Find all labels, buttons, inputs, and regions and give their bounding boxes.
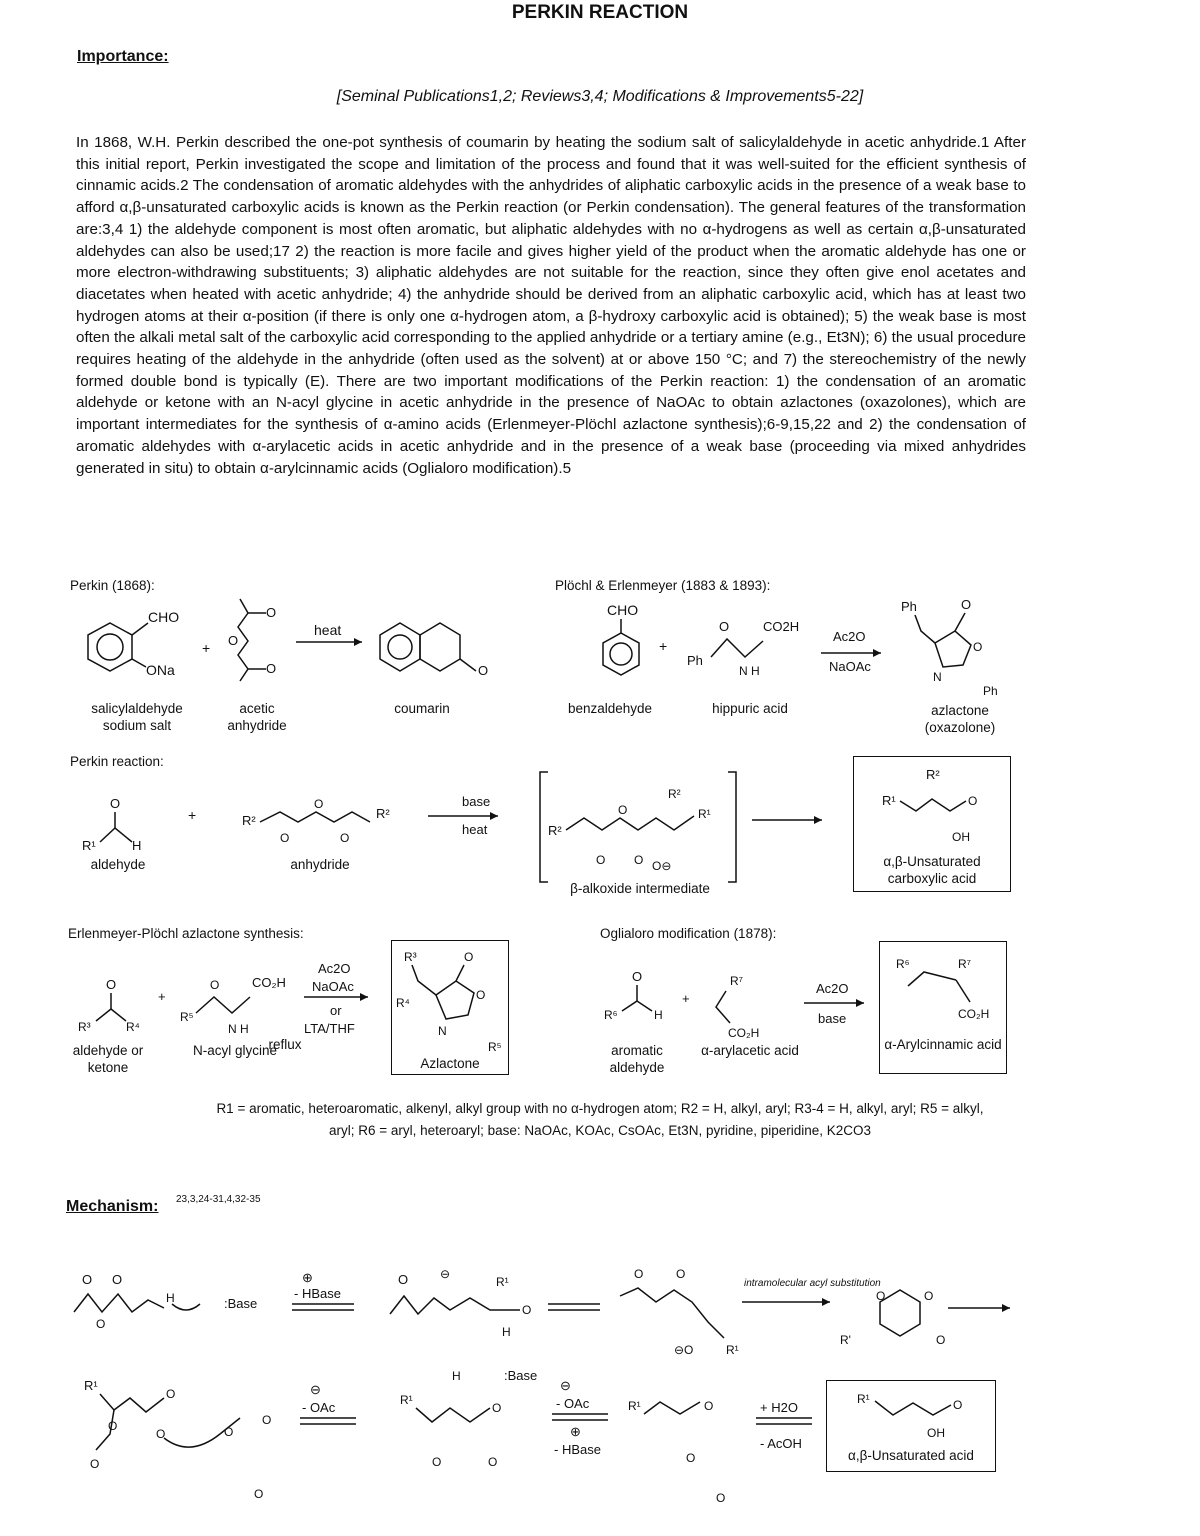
svg-text:O⊖: O⊖ xyxy=(652,859,672,873)
svg-text:O: O xyxy=(266,605,277,620)
plochl-naoac: NaOAc xyxy=(829,659,871,674)
svg-text:R⁶: R⁶ xyxy=(604,1008,618,1022)
publications-line: [Seminal Publications1,2; Reviews3,4; Modifications & Improvements5-22] xyxy=(336,88,864,105)
svg-text:O: O xyxy=(634,1267,644,1281)
svg-text:R⁵: R⁵ xyxy=(488,1040,502,1051)
perkin-reaction-heading: Perkin reaction: xyxy=(70,754,164,769)
perkin-sm2: anhydride xyxy=(290,857,350,872)
svg-text:CO₂H: CO₂H xyxy=(252,975,286,990)
plochl-heading: Plöchl & Erlenmeyer (1883 & 1893): xyxy=(555,578,771,593)
svg-text:O: O xyxy=(82,1272,93,1287)
cho-label: CHO xyxy=(148,609,180,625)
oglialoro-heading: Oglialoro modification (1878): xyxy=(600,926,777,941)
svg-text:⊖: ⊖ xyxy=(560,1378,571,1393)
svg-text:O: O xyxy=(492,1401,502,1415)
svg-text:O: O xyxy=(106,977,117,992)
svg-text:H: H xyxy=(132,838,142,853)
erlenmeyer-sm1: aldehyde or ketone xyxy=(72,1043,144,1075)
svg-text:CO₂H: CO₂H xyxy=(958,1007,990,1021)
substituent-definitions xyxy=(80,1098,1120,1142)
perkin1868-sm1: salicylaldehyde sodium salt xyxy=(91,701,183,733)
svg-text:Ph: Ph xyxy=(983,684,998,695)
ogl-base: base xyxy=(818,1011,847,1026)
svg-text:R¹: R¹ xyxy=(82,838,96,853)
svg-text:N: N xyxy=(933,670,942,684)
svg-text:O: O xyxy=(618,803,628,817)
erlenmeyer-product: Azlactone xyxy=(420,1056,480,1071)
svg-text:O: O xyxy=(228,633,239,648)
erlenmeyer-heading: Erlenmeyer-Plöchl azlactone synthesis: xyxy=(68,926,304,941)
svg-text:R¹: R¹ xyxy=(882,793,896,808)
svg-text:O: O xyxy=(676,1267,686,1281)
plochl-product: azlactone (oxazolone) xyxy=(924,703,996,735)
svg-text:H: H xyxy=(654,1008,663,1022)
oglialoro-scheme xyxy=(598,945,878,1045)
perkin-base: base xyxy=(462,794,491,809)
svg-text:+: + xyxy=(158,989,166,1004)
svg-text:O: O xyxy=(166,1387,176,1401)
svg-text:O: O xyxy=(596,853,606,867)
svg-text:R¹: R¹ xyxy=(857,1392,870,1406)
svg-text:O: O xyxy=(112,1272,123,1287)
ogl-ac2o: Ac2O xyxy=(816,981,849,996)
svg-text:O: O xyxy=(478,663,489,678)
mech-base-1: :Base xyxy=(224,1296,258,1311)
svg-text:O: O xyxy=(266,661,277,676)
svg-text:O: O xyxy=(340,831,350,845)
svg-text:O: O xyxy=(464,950,474,964)
heat-label: heat xyxy=(314,622,342,638)
erlenmeyer-sm2: N-acyl glycine xyxy=(192,1043,278,1058)
mechanism-refs: 23,3,24-31,4,32-35 xyxy=(176,1194,261,1205)
perkin1868-scheme xyxy=(70,595,510,695)
svg-text:O: O xyxy=(936,1333,946,1347)
svg-text:R⁷: R⁷ xyxy=(730,974,744,988)
mechanism-product: α,β-Unsaturated acid xyxy=(848,1448,974,1463)
svg-text:O: O xyxy=(224,1425,234,1439)
mech-step5-top: + H2O xyxy=(760,1400,798,1415)
perkin1868-product: coumarin xyxy=(394,701,450,716)
erl-r1: Ac2O xyxy=(318,961,351,976)
ona-label: ONa xyxy=(146,662,175,678)
svg-text:⊖: ⊖ xyxy=(440,1267,451,1281)
svg-text:O: O xyxy=(876,1289,886,1303)
svg-text:O: O xyxy=(716,1491,726,1505)
svg-text:R²: R² xyxy=(376,806,390,821)
perkin-product-box xyxy=(853,756,1011,892)
erl-r3: or xyxy=(330,1003,342,1018)
svg-text:R¹: R¹ xyxy=(698,807,711,821)
plochl-cho: CHO xyxy=(607,602,639,618)
svg-text:O: O xyxy=(632,969,643,984)
svg-text:R': R' xyxy=(840,1333,851,1347)
svg-text:Ph: Ph xyxy=(901,599,917,614)
svg-text:R¹: R¹ xyxy=(628,1399,641,1413)
erlenmeyer-product-box xyxy=(391,940,509,1075)
perkin-sm1: aldehyde xyxy=(90,857,146,872)
svg-text:O: O xyxy=(254,1487,264,1501)
mech-step2: intramolecular acyl substitution xyxy=(744,1278,881,1289)
mech-step5-bottom: - AcOH xyxy=(760,1436,802,1451)
svg-text:O: O xyxy=(719,619,730,634)
svg-text:O: O xyxy=(686,1451,696,1465)
page-title: PERKIN REACTION xyxy=(511,2,689,23)
erl-r2: NaOAc xyxy=(312,979,354,994)
svg-text:O: O xyxy=(704,1399,714,1413)
svg-text:O: O xyxy=(108,1419,118,1433)
svg-text:O: O xyxy=(314,797,324,811)
svg-text:O: O xyxy=(90,1457,100,1471)
intro-paragraph: In 1868, W.H. Perkin described the one-pot synthesis of coumarin by heating the sodium salt of salicylaldehyde in acetic anhydride.1 After this initial report, Perkin investigated the scope and limitation of the process and found that it was well-suited for the efficient synthesis of cinnamic acids.2 The condensation of aromatic aldehydes with the anhydrides of aliphatic carboxylic acids in the presence of a weak base to afford α,β-unsaturated carboxylic acids is known as the Perkin reaction (or Perkin condensation). The general features of the transformation are:3,4 1) the aldehyde component is most often aromatic, but aliphatic aldehydes with no α-hydrogens as well as certain α,β-unsaturated aldehydes can also be used;17 2) the reaction is more facile and gives higher yield of the product when the aromatic aldehyde has one or more electron-withdrawing substituents; 3) aliphatic aldehydes are not suitable for the reaction, since they often give enol acetates and diacetates when heated with acetic anhydride; 4) the anhydride should be derived from an aliphatic carboxylic acid, which has at least two hydrogen atoms at their α-position (if there is only one α-hydrogen atom, a β-hydroxy carboxylic acid is obtained); 5) the weak base is most often the alkali metal salt of the carboxylic acid corresponding to the applied anhydride or a tertiary amine (e.g., Et3N); 6) the usual procedure requires heating of the aldehyde in the anhydride (often used as the solvent) at or above 150 °C; and 7) the stereochemistry of the newly formed double bond is typically (E). There are two important modifications of the Perkin reaction: 1) the condensation of an aromatic aldehyde or ketone with an N-acyl glycine in acetic anhydride in the presence of NaOAc to obtain azlactones (oxazolones), which are important intermediates for the synthesis of α-amino acids (Erlenmeyer-Plöchl azlactone synthesis);6-9,15,22 and 2) the condensation of aromatic aldehydes with α-arylacetic acids in acetic anhydride and in the presence of a weak base (proceeding via mixed anhydrides generated in situ) to obtain α-arylcinnamic acids (Oglialoro modification).5 xyxy=(76,134,1026,477)
definitions-line-1: R1 = aromatic, heteroaromatic, alkenyl, alkyl group with no α-hydrogen atom; R2 = H, alkyl, aryl; R3-4 = H, alkyl, aryl; R5 = alkyl, xyxy=(216,1101,984,1116)
svg-text:R²: R² xyxy=(548,823,562,838)
svg-text:R⁵: R⁵ xyxy=(180,1010,194,1024)
perkin-product: α,β-Unsaturated carboxylic acid xyxy=(883,854,981,886)
svg-text:CO₂H: CO₂H xyxy=(728,1026,760,1040)
svg-text:O: O xyxy=(96,1317,106,1331)
svg-text:O: O xyxy=(973,640,983,654)
svg-text:H: H xyxy=(452,1369,461,1383)
svg-text:R¹: R¹ xyxy=(496,1275,509,1289)
svg-text:R³: R³ xyxy=(404,950,417,964)
svg-text:OH: OH xyxy=(927,1426,945,1440)
svg-text:+: + xyxy=(202,640,211,656)
plochl-scheme xyxy=(555,595,1015,695)
svg-text:R¹: R¹ xyxy=(84,1378,98,1393)
svg-text:R²: R² xyxy=(668,787,681,801)
svg-text:R³: R³ xyxy=(78,1020,91,1034)
perkin-intermediate: β-alkoxide intermediate xyxy=(570,881,710,896)
svg-text:O: O xyxy=(398,1272,409,1287)
mech-base-2: :Base xyxy=(504,1368,538,1383)
svg-text:O: O xyxy=(156,1427,166,1441)
svg-text:R²: R² xyxy=(242,813,256,828)
svg-text:H: H xyxy=(502,1325,511,1339)
perkin1868-heading: Perkin (1868): xyxy=(70,578,155,593)
svg-text:O: O xyxy=(961,597,972,612)
oglialoro-sm1: aromatic aldehyde xyxy=(609,1043,665,1075)
svg-text:O: O xyxy=(488,1455,498,1469)
mechanism-product-box xyxy=(826,1380,996,1472)
svg-text:⊕: ⊕ xyxy=(302,1270,313,1285)
svg-text:+: + xyxy=(659,638,668,654)
svg-text:O: O xyxy=(924,1289,934,1303)
perkin1868-sm2: acetic anhydride xyxy=(227,701,287,733)
erl-r4: LTA/THF xyxy=(304,1021,355,1036)
erl-reflux: reflux xyxy=(268,1037,302,1052)
svg-text:H: H xyxy=(166,1291,175,1305)
perkin-heat: heat xyxy=(462,822,488,837)
svg-text:R⁴: R⁴ xyxy=(396,996,410,1010)
mech-step3: - OAc xyxy=(302,1400,336,1415)
svg-text:O: O xyxy=(476,988,486,1002)
svg-text:R⁷: R⁷ xyxy=(958,957,972,971)
plochl-ac2o: Ac2O xyxy=(833,629,866,644)
svg-text:O: O xyxy=(432,1455,442,1469)
svg-text:O: O xyxy=(280,831,290,845)
mech-step1: - HBase xyxy=(294,1286,341,1301)
svg-text:R⁴: R⁴ xyxy=(126,1020,140,1034)
oglialoro-product-box xyxy=(879,941,1007,1074)
mech-step4-bottom: - HBase xyxy=(554,1442,601,1457)
svg-text:O: O xyxy=(210,978,220,992)
mech-step4-top: - OAc xyxy=(556,1396,590,1411)
svg-text:O: O xyxy=(262,1413,272,1427)
svg-text:O: O xyxy=(110,796,121,811)
plochl-nh: N H xyxy=(739,664,760,678)
mechanism-heading: Mechanism: xyxy=(66,1198,159,1215)
svg-text:O: O xyxy=(634,853,644,867)
svg-text:R²: R² xyxy=(926,767,940,782)
svg-text:OH: OH xyxy=(952,830,970,843)
svg-text:R¹: R¹ xyxy=(400,1393,413,1407)
svg-text:R¹: R¹ xyxy=(726,1343,739,1357)
svg-text:R⁶: R⁶ xyxy=(896,957,910,971)
plochl-ph: Ph xyxy=(687,653,703,668)
svg-text:O: O xyxy=(953,1398,963,1412)
svg-text:+: + xyxy=(188,807,197,823)
svg-text:O: O xyxy=(522,1303,532,1317)
svg-text:⊖O: ⊖O xyxy=(674,1343,694,1357)
svg-text:N H: N H xyxy=(228,1022,249,1036)
plochl-co2h: CO2H xyxy=(763,619,800,634)
svg-text:N: N xyxy=(438,1024,447,1038)
plochl-sm2: hippuric acid xyxy=(712,701,788,716)
svg-text:O: O xyxy=(968,794,978,808)
plochl-sm1: benzaldehyde xyxy=(567,701,653,716)
svg-text:⊕: ⊕ xyxy=(570,1424,581,1439)
svg-text:+: + xyxy=(682,991,690,1006)
oglialoro-sm2: α-arylacetic acid xyxy=(701,1043,799,1058)
oglialoro-product: α-Arylcinnamic acid xyxy=(884,1037,1002,1052)
svg-text:⊖: ⊖ xyxy=(310,1382,321,1397)
importance-heading: Importance: xyxy=(77,48,169,65)
definitions-line-2: aryl; R6 = aryl, heteroaryl; base: NaOAc, KOAc, CsOAc, Et3N, pyridine, piperidine, K2CO3 xyxy=(328,1123,872,1138)
